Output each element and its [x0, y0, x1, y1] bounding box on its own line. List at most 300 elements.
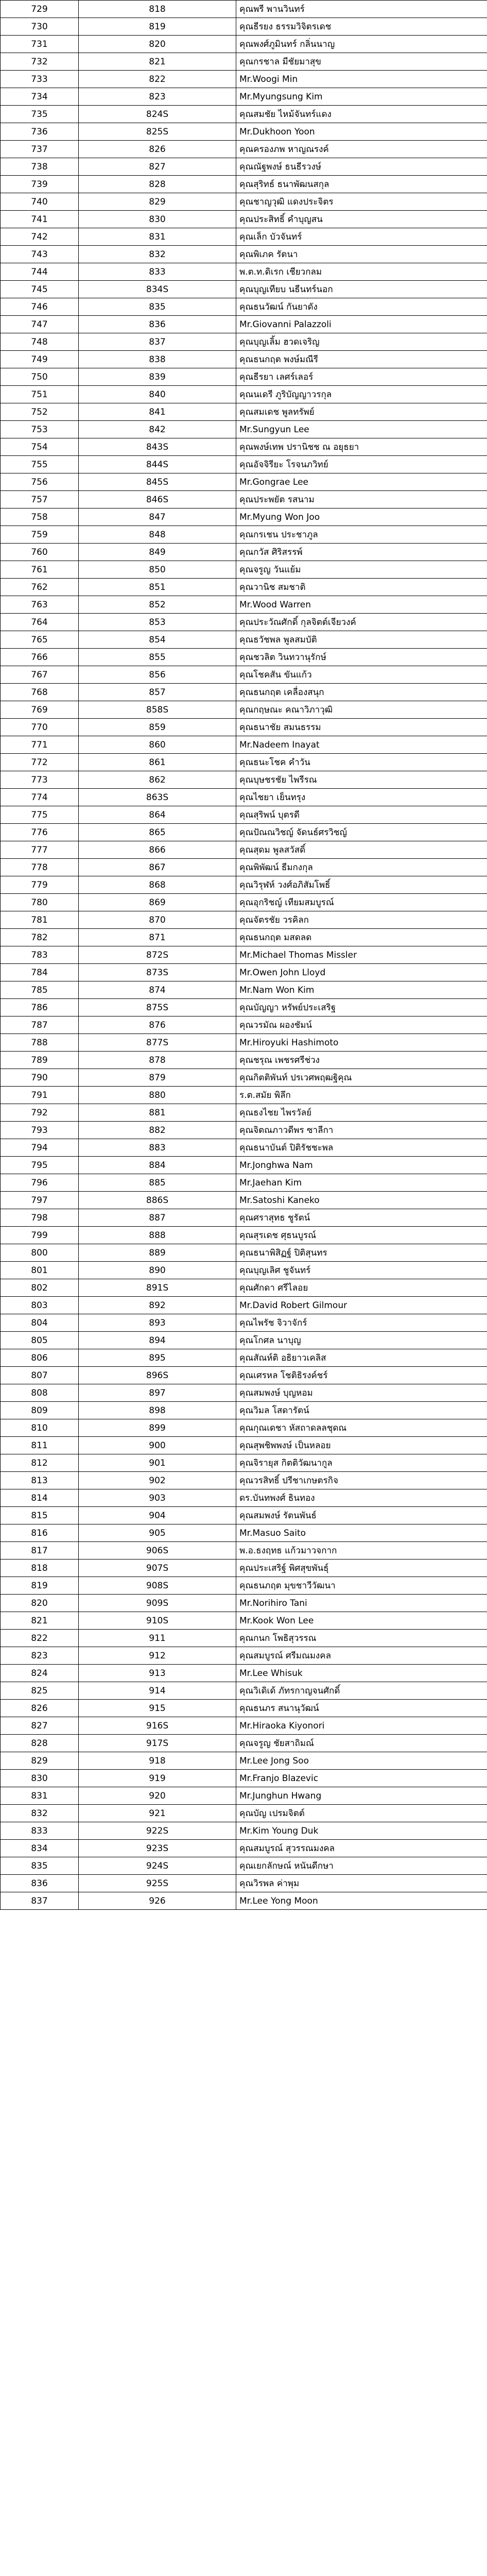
table-row — [1, 1542, 487, 1560]
member-code: 918 — [79, 1752, 236, 1770]
member-code: 828 — [79, 176, 236, 193]
member-name: Mr.Kim Young Duk — [236, 1822, 487, 1840]
member-name: คุณศราสุทธ ชูรัตน์ — [236, 1209, 487, 1227]
member-code: 898 — [79, 1402, 236, 1419]
row-number: 745 — [1, 281, 79, 298]
table-row — [1, 246, 487, 263]
member-code: 909S — [79, 1595, 236, 1612]
row-number: 800 — [1, 1244, 79, 1262]
table-row — [1, 526, 487, 544]
member-name: Mr.Michael Thomas Missler — [236, 946, 487, 964]
member-name: คุณวานิช สมชาติ — [236, 579, 487, 596]
table-row — [1, 1630, 487, 1647]
member-name: Mr.Franjo Blazevic — [236, 1770, 487, 1787]
member-name: คุณชาญวุฒิ แดงประจิตร — [236, 193, 487, 211]
member-name: คุณจรูญ วันแย้ม — [236, 561, 487, 579]
member-name: คุณบัญ เปรมจิตต์ — [236, 1805, 487, 1822]
member-code: 871 — [79, 929, 236, 946]
member-code: 893 — [79, 1314, 236, 1332]
member-name: คุณธวัชพล พูลสมบัติ — [236, 631, 487, 649]
member-code: 889 — [79, 1244, 236, 1262]
row-number: 780 — [1, 894, 79, 911]
member-code: 925S — [79, 1875, 236, 1892]
member-code: 851 — [79, 579, 236, 596]
member-name: คุณสุรเดช ศุธนบูรณ์ — [236, 1227, 487, 1244]
member-code: 825S — [79, 123, 236, 141]
member-code: 910S — [79, 1612, 236, 1630]
row-number: 746 — [1, 298, 79, 316]
table-row — [1, 859, 487, 876]
row-number: 758 — [1, 509, 79, 526]
row-number: 833 — [1, 1822, 79, 1840]
member-name: คุณกุณเดชา หัสถาดลลชุดณ — [236, 1419, 487, 1437]
table-row — [1, 18, 487, 36]
row-number: 806 — [1, 1349, 79, 1367]
row-number: 782 — [1, 929, 79, 946]
table-row — [1, 1192, 487, 1209]
member-code: 885 — [79, 1174, 236, 1192]
member-name: คุณสุริทธ์ ธนาพัฒนสกุล — [236, 176, 487, 193]
member-name: Mr.Myungsung Kim — [236, 88, 487, 106]
member-name: คุณพรี พานวินทร์ — [236, 1, 487, 18]
table-row — [1, 684, 487, 701]
row-number: 771 — [1, 736, 79, 754]
table-row — [1, 1805, 487, 1822]
table-row — [1, 176, 487, 193]
member-name: Mr.Jaehan Kim — [236, 1174, 487, 1192]
table-row — [1, 228, 487, 246]
member-name: คุณธนาพิสิฏฐ์ ปิติสุนทร — [236, 1244, 487, 1262]
table-row — [1, 1349, 487, 1367]
row-number: 802 — [1, 1279, 79, 1297]
member-code: 833 — [79, 263, 236, 281]
table-row — [1, 736, 487, 754]
row-number: 809 — [1, 1402, 79, 1419]
member-code: 822 — [79, 71, 236, 88]
row-number: 798 — [1, 1209, 79, 1227]
table-row — [1, 1770, 487, 1787]
row-number: 742 — [1, 228, 79, 246]
row-number: 735 — [1, 106, 79, 123]
member-code: 882 — [79, 1122, 236, 1139]
member-code: 914 — [79, 1682, 236, 1700]
member-code: 832 — [79, 246, 236, 263]
member-name: คุณครองภพ หาญณรงค์ — [236, 141, 487, 158]
row-number: 766 — [1, 649, 79, 666]
member-code: 886S — [79, 1192, 236, 1209]
table-row — [1, 544, 487, 561]
member-code: 855 — [79, 649, 236, 666]
table-row — [1, 351, 487, 368]
member-code: 845S — [79, 473, 236, 491]
member-code: 891S — [79, 1279, 236, 1297]
row-number: 775 — [1, 806, 79, 824]
table-row — [1, 491, 487, 509]
row-number: 777 — [1, 841, 79, 859]
row-number: 826 — [1, 1700, 79, 1717]
row-number: 776 — [1, 824, 79, 841]
row-number: 740 — [1, 193, 79, 211]
table-row — [1, 964, 487, 981]
member-code: 857 — [79, 684, 236, 701]
member-name: คุณพิพัฒน์ ธีมกงกุล — [236, 859, 487, 876]
table-row — [1, 1314, 487, 1332]
row-number: 834 — [1, 1840, 79, 1857]
row-number: 764 — [1, 614, 79, 631]
member-code: 912 — [79, 1647, 236, 1665]
member-name: คุณธนาชัย สมนธรรม — [236, 719, 487, 736]
row-number: 830 — [1, 1770, 79, 1787]
table-row — [1, 281, 487, 298]
member-name: คุณบุญเลิศ ชูจันทร์ — [236, 1262, 487, 1279]
row-number: 781 — [1, 911, 79, 929]
member-code: 911 — [79, 1630, 236, 1647]
member-code: 900 — [79, 1437, 236, 1454]
member-code: 846S — [79, 491, 236, 509]
table-row — [1, 561, 487, 579]
member-code: 924S — [79, 1857, 236, 1875]
member-name: คุณสมบูรณ์ สุวรรณมงคล — [236, 1840, 487, 1857]
member-code: 915 — [79, 1700, 236, 1717]
table-row — [1, 1612, 487, 1630]
member-code: 896S — [79, 1367, 236, 1384]
member-name: คุณประวัณศักดิ์ กุลจิตต์เจียวงค์ — [236, 614, 487, 631]
member-name: คุณวิรุฬห์ วงศ์อภิสัมโพธิ์ — [236, 876, 487, 894]
member-name: คุณธนะโชค คำวัน — [236, 754, 487, 771]
member-code: 820 — [79, 36, 236, 53]
table-row — [1, 1454, 487, 1472]
member-name: คุณสุดม พูลสวัสดิ์ — [236, 841, 487, 859]
member-code: 830 — [79, 211, 236, 228]
table-row — [1, 649, 487, 666]
member-code: 868 — [79, 876, 236, 894]
member-code: 860 — [79, 736, 236, 754]
row-number: 763 — [1, 596, 79, 614]
member-code: 861 — [79, 754, 236, 771]
member-code: 872S — [79, 946, 236, 964]
row-number: 785 — [1, 981, 79, 999]
member-name: คุณกรชาล มีชัยมาสุข — [236, 53, 487, 71]
member-code: 890 — [79, 1262, 236, 1279]
member-name: คุณบุษชรชัย ไพรีรณ — [236, 771, 487, 789]
table-row — [1, 614, 487, 631]
table-row — [1, 929, 487, 946]
table-row — [1, 1787, 487, 1805]
table-row — [1, 106, 487, 123]
table-row — [1, 894, 487, 911]
member-name: คุณจัตรชัย วรคิลก — [236, 911, 487, 929]
member-name: คุณพงษ์เทพ ปรานิชช ณ อยุธยา — [236, 438, 487, 456]
member-name: Mr.Myung Won Joo — [236, 509, 487, 526]
row-number: 734 — [1, 88, 79, 106]
row-number: 815 — [1, 1507, 79, 1524]
member-code: 906S — [79, 1542, 236, 1560]
row-number: 803 — [1, 1297, 79, 1314]
row-number: 759 — [1, 526, 79, 544]
member-name: Mr.Hiraoka Kiyonori — [236, 1717, 487, 1735]
table-row — [1, 754, 487, 771]
row-number: 748 — [1, 333, 79, 351]
row-number: 820 — [1, 1595, 79, 1612]
member-code: 919 — [79, 1770, 236, 1787]
member-name: Mr.Norihiro Tani — [236, 1595, 487, 1612]
row-number: 832 — [1, 1805, 79, 1822]
table-row — [1, 1279, 487, 1297]
row-number: 772 — [1, 754, 79, 771]
row-number: 779 — [1, 876, 79, 894]
member-name: คุณธนกฤต พงษ์มณีรี — [236, 351, 487, 368]
member-code: 883 — [79, 1139, 236, 1157]
table-row — [1, 806, 487, 824]
member-code: 867 — [79, 859, 236, 876]
table-row — [1, 771, 487, 789]
member-code: 869 — [79, 894, 236, 911]
table-row — [1, 1104, 487, 1122]
table-row — [1, 1665, 487, 1682]
member-name: คุณไชยา เย็นทรุง — [236, 789, 487, 806]
member-code: 875S — [79, 999, 236, 1016]
member-name: Mr.Lee Jong Soo — [236, 1752, 487, 1770]
row-number: 753 — [1, 421, 79, 438]
member-name: Mr.Hiroyuki Hashimoto — [236, 1034, 487, 1052]
member-name: คุณประเสริฐ์ พิศสุขพันธุ์ — [236, 1560, 487, 1577]
row-number: 730 — [1, 18, 79, 36]
member-code: 880 — [79, 1087, 236, 1104]
member-name: คุณเยกลักษณ์ หนันดีกษา — [236, 1857, 487, 1875]
member-name: คุณกวัส ศิริสรรพ์ — [236, 544, 487, 561]
table-row — [1, 368, 487, 386]
table-row — [1, 193, 487, 211]
member-name: คุณกนก โพธิสุวรรณ — [236, 1630, 487, 1647]
member-name: คุณธนกฤต มสดลด — [236, 929, 487, 946]
row-number: 801 — [1, 1262, 79, 1279]
table-row — [1, 1647, 487, 1665]
member-code: 856 — [79, 666, 236, 684]
row-number: 733 — [1, 71, 79, 88]
row-number: 811 — [1, 1437, 79, 1454]
member-code: 834S — [79, 281, 236, 298]
table-row — [1, 421, 487, 438]
row-number: 770 — [1, 719, 79, 736]
member-name: Mr.Owen John Lloyd — [236, 964, 487, 981]
member-name: Mr.Wood Warren — [236, 596, 487, 614]
member-code: 888 — [79, 1227, 236, 1244]
table-row — [1, 981, 487, 999]
member-name: คุณธนวัฒน์ กันยาดัง — [236, 298, 487, 316]
row-number: 769 — [1, 701, 79, 719]
table-row — [1, 71, 487, 88]
row-number: 729 — [1, 1, 79, 18]
member-name: Mr.Kook Won Lee — [236, 1612, 487, 1630]
member-name: คุณนเดรี ภูริบัญญาวรกุล — [236, 386, 487, 403]
member-name: คุณปัณณวิชญ์ จัดนธ์ศรวิชญ์ — [236, 824, 487, 841]
member-name: คุณณัฐพงษ์ ธนธีรวงษ์ — [236, 158, 487, 176]
member-code: 819 — [79, 18, 236, 36]
member-code: 831 — [79, 228, 236, 246]
member-name: คุณวรสิทธิ์ ปรีชาเกษตรกิจ — [236, 1472, 487, 1489]
member-name: คุณธนภร สนานุวัฒน์ — [236, 1700, 487, 1717]
member-code: 922S — [79, 1822, 236, 1840]
row-number: 739 — [1, 176, 79, 193]
table-row — [1, 1822, 487, 1840]
row-number: 737 — [1, 141, 79, 158]
table-row — [1, 911, 487, 929]
row-number: 799 — [1, 1227, 79, 1244]
member-name: คุณสัณห์ติ อธิยาวเคลิส — [236, 1349, 487, 1367]
row-number: 762 — [1, 579, 79, 596]
table-row — [1, 298, 487, 316]
row-number: 751 — [1, 386, 79, 403]
table-row — [1, 1139, 487, 1157]
member-name: คุณธนกฤต เคลื่องสนุก — [236, 684, 487, 701]
table-row — [1, 1577, 487, 1595]
row-number: 807 — [1, 1367, 79, 1384]
member-code: 836 — [79, 316, 236, 333]
member-code: 863S — [79, 789, 236, 806]
row-number: 829 — [1, 1752, 79, 1770]
member-name: คุณธนภฤต มุขชาวีวัฒนา — [236, 1577, 487, 1595]
member-code: 852 — [79, 596, 236, 614]
row-number: 788 — [1, 1034, 79, 1052]
table-row — [1, 1682, 487, 1700]
row-number: 773 — [1, 771, 79, 789]
member-code: 903 — [79, 1489, 236, 1507]
member-name: คุณธนาบันต์ ปิติรัชชะพล — [236, 1139, 487, 1157]
member-name: คุณกฤษณะ คณาวิภาวุฒิ — [236, 701, 487, 719]
table-row — [1, 123, 487, 141]
row-number: 831 — [1, 1787, 79, 1805]
member-name: คุณกรเชน ประชาภูล — [236, 526, 487, 544]
row-number: 761 — [1, 561, 79, 579]
row-number: 784 — [1, 964, 79, 981]
row-number: 752 — [1, 403, 79, 421]
table-row — [1, 1857, 487, 1875]
table-row — [1, 1700, 487, 1717]
table-row — [1, 1595, 487, 1612]
member-name: คุณสมบูรณ์ ศรีมณมงคล — [236, 1647, 487, 1665]
table-row — [1, 1297, 487, 1314]
table-row — [1, 1227, 487, 1244]
member-name: Mr.Woogi Min — [236, 71, 487, 88]
member-name: คุณสมพงษ์ รัตนพันธ์ — [236, 1507, 487, 1524]
member-code: 839 — [79, 368, 236, 386]
table-row — [1, 1507, 487, 1524]
member-name: คุณชวลิต วินทวานุรักษ์ — [236, 649, 487, 666]
row-number: 822 — [1, 1630, 79, 1647]
row-number: 731 — [1, 36, 79, 53]
member-name: คุณศักดา ศรีไลอย — [236, 1279, 487, 1297]
member-name: Mr.Lee Yong Moon — [236, 1892, 487, 1910]
row-number: 757 — [1, 491, 79, 509]
member-code: 916S — [79, 1717, 236, 1735]
table-row — [1, 789, 487, 806]
row-number: 768 — [1, 684, 79, 701]
member-code: 837 — [79, 333, 236, 351]
member-code: 897 — [79, 1384, 236, 1402]
row-number: 813 — [1, 1472, 79, 1489]
row-number: 750 — [1, 368, 79, 386]
table-row — [1, 403, 487, 421]
row-number: 797 — [1, 1192, 79, 1209]
member-code: 864 — [79, 806, 236, 824]
row-number: 823 — [1, 1647, 79, 1665]
table-row — [1, 211, 487, 228]
table-row — [1, 1402, 487, 1419]
member-code: 907S — [79, 1560, 236, 1577]
table-row — [1, 1262, 487, 1279]
member-name: คุณจิรายุส กิตติวัฒนากูล — [236, 1454, 487, 1472]
row-number: 743 — [1, 246, 79, 263]
member-code: 908S — [79, 1577, 236, 1595]
row-number: 786 — [1, 999, 79, 1016]
member-code: 842 — [79, 421, 236, 438]
row-number: 818 — [1, 1560, 79, 1577]
member-name: คุณพงศ์ภูมินทร์ กลิ่นนาญ — [236, 36, 487, 53]
row-number: 792 — [1, 1104, 79, 1122]
row-number: 744 — [1, 263, 79, 281]
table-row — [1, 596, 487, 614]
row-number: 835 — [1, 1857, 79, 1875]
member-name: คุณไพรัช จิวาจักร์ — [236, 1314, 487, 1332]
member-code: 848 — [79, 526, 236, 544]
table-row — [1, 1489, 487, 1507]
member-name: พ.ต.ท.ดิเรก เชียวกลม — [236, 263, 487, 281]
member-code: 840 — [79, 386, 236, 403]
table-row — [1, 1069, 487, 1087]
member-name: คุณเล็ก บัวจันทร์ — [236, 228, 487, 246]
table-row — [1, 456, 487, 473]
table-row — [1, 579, 487, 596]
member-code: 884 — [79, 1157, 236, 1174]
member-code: 881 — [79, 1104, 236, 1122]
member-code: 920 — [79, 1787, 236, 1805]
table-row — [1, 473, 487, 491]
member-code: 902 — [79, 1472, 236, 1489]
member-code: 824S — [79, 106, 236, 123]
table-row — [1, 1052, 487, 1069]
table-row — [1, 666, 487, 684]
row-number: 824 — [1, 1665, 79, 1682]
table-row — [1, 1472, 487, 1489]
member-code: 923S — [79, 1840, 236, 1857]
member-table-body — [1, 1, 487, 1910]
member-name: คุณวิรพล ค่าพุม — [236, 1875, 487, 1892]
member-name: คุณสมเดช พูลทรัพย์ — [236, 403, 487, 421]
row-number: 736 — [1, 123, 79, 141]
table-row — [1, 1157, 487, 1174]
member-code: 873S — [79, 964, 236, 981]
member-code: 877S — [79, 1034, 236, 1052]
row-number: 825 — [1, 1682, 79, 1700]
member-code: 858S — [79, 701, 236, 719]
row-number: 783 — [1, 946, 79, 964]
member-name: ดร.บันทพงศ์ ธินทอง — [236, 1489, 487, 1507]
row-number: 805 — [1, 1332, 79, 1349]
member-name: Mr.Dukhoon Yoon — [236, 123, 487, 141]
member-code: 904 — [79, 1507, 236, 1524]
table-row — [1, 719, 487, 736]
member-code: 862 — [79, 771, 236, 789]
row-number: 836 — [1, 1875, 79, 1892]
table-row — [1, 1560, 487, 1577]
table-row — [1, 1524, 487, 1542]
table-row — [1, 1367, 487, 1384]
member-name: คุณประพยัต รสนาม — [236, 491, 487, 509]
member-name: Mr.Satoshi Kaneko — [236, 1192, 487, 1209]
table-row — [1, 824, 487, 841]
table-row — [1, 1437, 487, 1454]
row-number: 755 — [1, 456, 79, 473]
